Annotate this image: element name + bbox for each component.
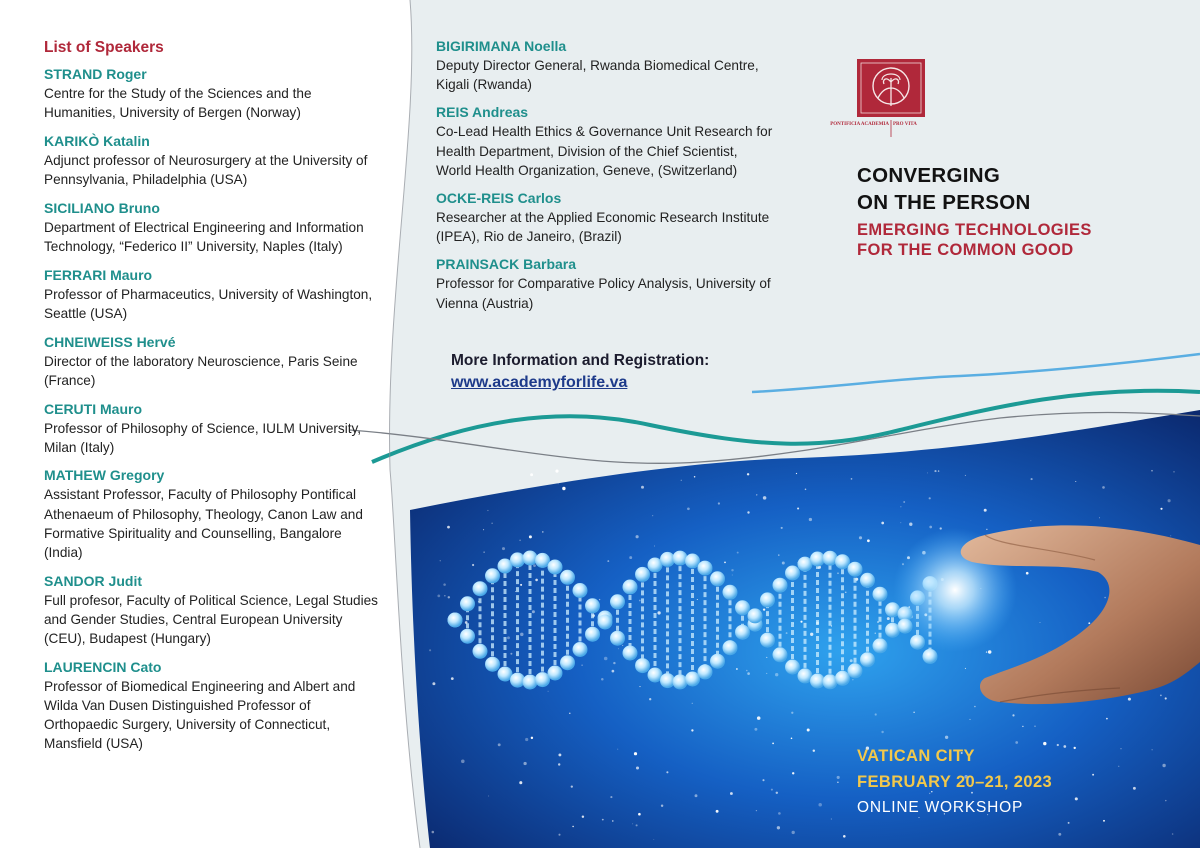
subtitle-line-2: FOR THE COMMON GOOD bbox=[857, 241, 1074, 259]
title-line-2: ON THE PERSON bbox=[857, 191, 1031, 214]
speaker-affiliation: Full profesor, Faculty of Political Science, Legal Studies and Gender Studies, Central European University (CEU), Budapest (Hungary) bbox=[44, 592, 378, 647]
speaker-entry bbox=[44, 333, 384, 390]
subtitle-line-1: EMERGING TECHNOLOGIES bbox=[857, 221, 1092, 239]
speaker-affiliation: Assistant Professor, Faculty of Philosophy Pontifical Athenaeum of Philosophy, Theology, Canon Law and Formative Spirituality and Counselling, Bangalore (India) bbox=[44, 487, 363, 561]
registration-link[interactable]: www.academyforlife.va bbox=[451, 374, 628, 391]
speaker-affiliation: Professor for Comparative Policy Analysis, University of Vienna (Austria) bbox=[436, 276, 771, 311]
speaker-affiliation: Researcher at the Applied Economic Research Institute (IPEA), Rio de Janeiro, (Brazil) bbox=[436, 210, 770, 245]
speaker-entry bbox=[436, 103, 776, 180]
speaker-entry bbox=[436, 189, 776, 246]
speaker-entry bbox=[44, 466, 384, 562]
speaker-name: OCKE-REIS Carlos bbox=[436, 190, 562, 207]
speaker-name: SICILIANO Bruno bbox=[44, 199, 160, 216]
speaker-affiliation: Director of the laboratory Neuroscience, Paris Seine (France) bbox=[44, 353, 358, 388]
speaker-entry bbox=[44, 132, 384, 189]
title-block bbox=[857, 162, 1177, 260]
event-date: FEBRUARY 20–21, 2023 bbox=[857, 773, 1053, 791]
speaker-entry bbox=[44, 572, 384, 649]
speaker-name: BIGIRIMANA Noella bbox=[436, 38, 567, 54]
speaker-affiliation: Co-Lead Health Ethics & Governance Unit Research for Health Department, Division of the Chief Scientist, World Health Organization, Geneve, (Switzerland) bbox=[436, 124, 773, 178]
event-info bbox=[857, 743, 1177, 821]
speaker-entry bbox=[44, 199, 384, 256]
speakers-left-column bbox=[44, 38, 384, 763]
speakers-right-column bbox=[436, 37, 776, 322]
speaker-name: REIS Andreas bbox=[436, 104, 529, 121]
speaker-entry bbox=[436, 37, 776, 94]
speaker-name: CHNEIWEISS Hervé bbox=[44, 333, 176, 350]
speaker-entry bbox=[44, 400, 384, 457]
more-info-block bbox=[451, 350, 791, 394]
speaker-name: PRAINSACK Barbara bbox=[436, 256, 577, 273]
more-info-label: More Information and Registration: bbox=[451, 352, 710, 369]
speaker-name: FERRARI Mauro bbox=[44, 266, 153, 283]
speaker-name: STRAND Roger bbox=[44, 66, 147, 82]
speaker-affiliation: Professor of Pharmaceutics, University of Washington, Seattle (USA) bbox=[44, 286, 373, 321]
academy-crest-icon bbox=[830, 58, 926, 138]
logo-text-left: PONTIFICIA ACADEMIA bbox=[830, 122, 889, 127]
speaker-name: KARIKÒ Katalin bbox=[44, 132, 150, 149]
speaker-entry bbox=[44, 658, 384, 754]
logo-text-right: PRO VITA bbox=[893, 122, 917, 127]
speaker-name: SANDOR Judit bbox=[44, 572, 142, 589]
speaker-affiliation: Centre for the Study of the Sciences and the Humanities, University of Bergen (Norway) bbox=[44, 86, 312, 121]
speaker-entry bbox=[436, 255, 776, 312]
speaker-affiliation: Professor of Philosophy of Science, IULM University, Milan (Italy) bbox=[44, 420, 362, 455]
speaker-entry bbox=[44, 65, 384, 122]
speaker-affiliation: Adjunct professor of Neurosurgery at the University of Pennsylvania, Philadelphia (USA) bbox=[44, 152, 368, 188]
speaker-name: CERUTI Mauro bbox=[44, 400, 142, 417]
speaker-affiliation: Department of Electrical Engineering and Information Technology, “Federico II” University, Naples (Italy) bbox=[44, 219, 364, 255]
event-city: VATICAN CITY bbox=[857, 747, 975, 765]
title-line-1: CONVERGING bbox=[857, 164, 1001, 187]
speaker-affiliation: Deputy Director General, Rwanda Biomedical Centre, Kigali (Rwanda) bbox=[436, 58, 759, 93]
speaker-name: MATHEW Gregory bbox=[44, 467, 165, 484]
speaker-entry bbox=[44, 266, 384, 323]
speakers-heading: List of Speakers bbox=[44, 39, 164, 56]
event-type: ONLINE WORKSHOP bbox=[857, 799, 1024, 816]
speaker-affiliation: Professor of Biomedical Engineering and Albert and Wilda Van Dusen Distinguished Professor of Orthopaedic Surgery, University of Connecticut, Mansfield (USA) bbox=[44, 678, 356, 752]
speaker-name: LAURENCIN Cato bbox=[44, 658, 162, 675]
